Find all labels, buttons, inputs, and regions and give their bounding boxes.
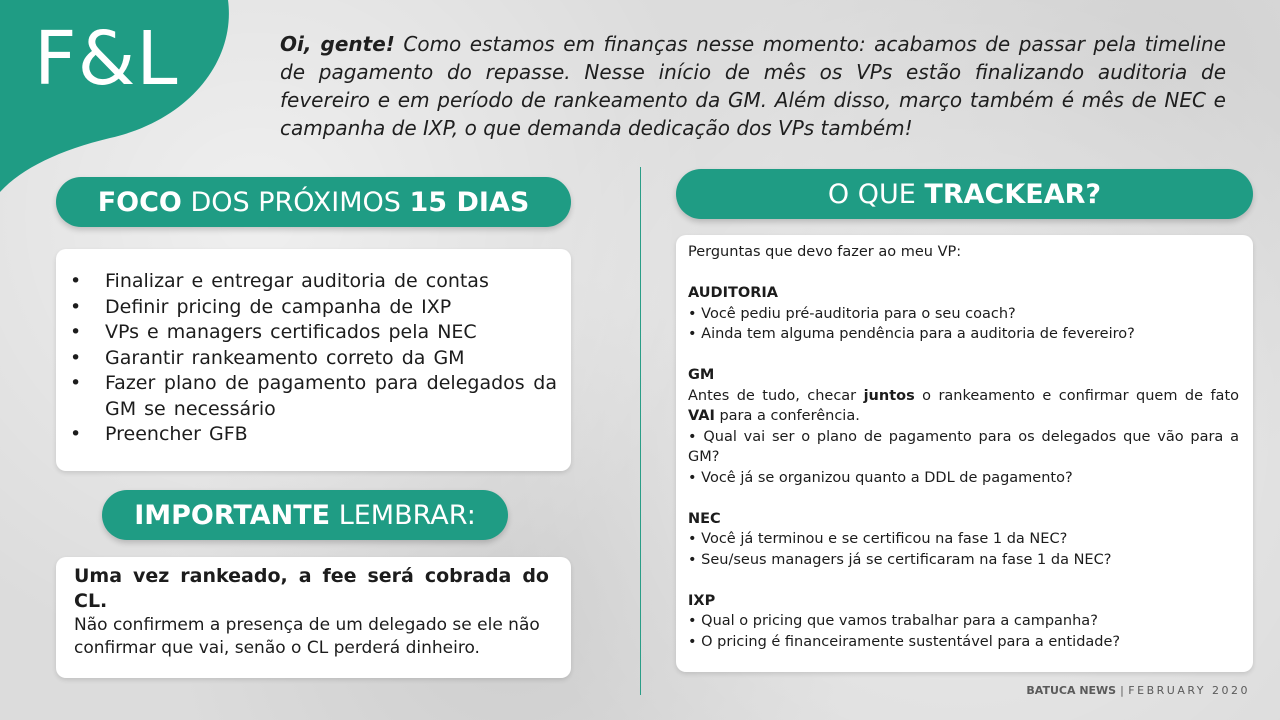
question: • Você pediu pré-auditoria para o seu coach? — [688, 305, 1016, 322]
question: • Qual o pricing que vamos trabalhar para a campanha? — [688, 613, 1098, 629]
focus-item: • VPs e managers certificados pela NEC — [70, 321, 477, 343]
track-card — [676, 235, 1253, 672]
focus-title-bold2: 15 DIAS — [409, 186, 530, 218]
section-auditoria — [688, 283, 1239, 345]
focus-title-bold1: FOCO — [97, 186, 182, 218]
track-title-plain: O QUE — [827, 178, 925, 210]
important-card — [56, 557, 571, 678]
question: • Você já se organizou quanto a DDL de pagamento? — [688, 469, 1073, 486]
gm-note: Antes de tudo, checar juntos o rankeamento e confirmar quem de fato VAI para a conferência. — [688, 387, 1239, 424]
focus-item: • Fazer plano de pagamento para delegados da GM se necessário — [70, 372, 557, 420]
intro-greeting: Oi, gente! — [280, 32, 395, 56]
important-body: Não confirmem a presença de um delegado se ele não confirmar que vai, senão o CL perderá dinheiro. — [74, 615, 540, 658]
footer-separator: | — [1116, 684, 1129, 697]
column-divider — [640, 167, 641, 695]
question: • Ainda tem alguma pendência para a auditoria de fevereiro? — [688, 326, 1135, 342]
section-gm — [688, 365, 1239, 488]
important-title-bold: IMPORTANTE — [134, 499, 331, 531]
focus-title-mid: DOS PRÓXIMOS — [181, 186, 410, 218]
focus-item: • Preencher GFB — [70, 423, 248, 445]
section-title: NEC — [688, 510, 721, 527]
footer-brand: BATUCA NEWS — [1026, 684, 1117, 697]
intro-paragraph — [280, 30, 1226, 142]
track-intro: Perguntas que devo fazer ao meu VP: — [688, 244, 962, 260]
important-title-pill — [102, 490, 508, 540]
footer — [1026, 684, 1250, 697]
focus-card — [56, 249, 571, 471]
track-title-pill — [676, 169, 1253, 219]
important-title-rest: LEMBRAR: — [330, 499, 476, 531]
section-title: GM — [688, 367, 715, 383]
focus-item: • Definir pricing de campanha de IXP — [70, 295, 452, 318]
section-ixp — [688, 591, 1239, 653]
logo-text: F&L — [34, 16, 179, 102]
focus-item: • Garantir rankeamento correto da GM — [70, 346, 465, 369]
question: • Qual vai ser o plano de pagamento para os delegados que vão para a GM? — [688, 428, 1239, 465]
section-title: AUDITORIA — [688, 285, 778, 301]
question: • Você já terminou e se certificou na fase 1 da NEC? — [688, 531, 1068, 547]
intro-text: Como estamos em finanças nesse momento: acabamos de passar pela timeline de pagamento do repasse. Nesse início de mês os VPs estão finalizando auditoria de fevereiro e em período de rankeamento da GM. Além disso, março também é mês de NEC e campanha de IXP, o que demanda dedicação dos VPs também! — [280, 32, 1226, 140]
track-title-bold: TRACKEAR? — [924, 178, 1102, 210]
focus-title-pill — [56, 177, 571, 227]
focus-list — [56, 249, 571, 448]
section-nec — [688, 509, 1239, 571]
important-head: Uma vez rankeado, a fee será cobrada do CL. — [74, 565, 549, 612]
question: • O pricing é financeiramente sustentável para a entidade? — [688, 633, 1121, 650]
question: • Seu/seus managers já se certificaram na fase 1 da NEC? — [688, 551, 1112, 568]
focus-item: • Finalizar e entregar auditoria de contas — [70, 270, 489, 292]
footer-date: FEBRUARY 2020 — [1128, 684, 1250, 697]
section-title: IXP — [688, 592, 716, 609]
